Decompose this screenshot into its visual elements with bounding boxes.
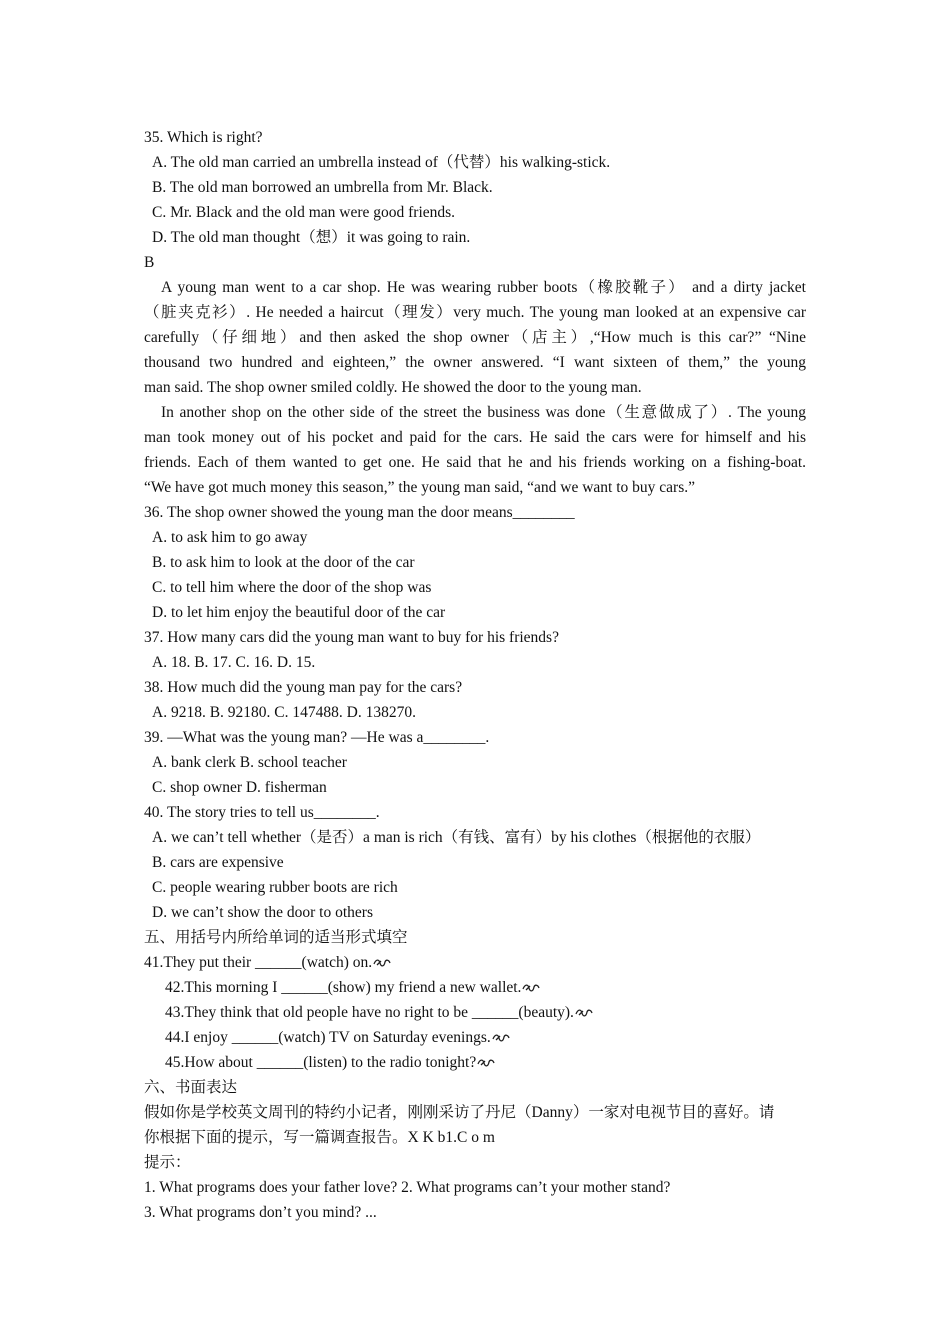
fill-blank-item [144, 1025, 806, 1050]
fill-blank-item [144, 1000, 806, 1025]
section-5-title: 五、用括号内所给单词的适当形式填空 [144, 929, 408, 946]
question-37-stem: 37. How many cars did the young man want to buy for his friends? [144, 629, 559, 646]
fill-blank-item [144, 1050, 806, 1075]
question-39-options-ab: A. bank clerk B. school teacher [152, 754, 347, 771]
question-36-option-c: C. to tell him where the door of the shop was [152, 579, 432, 596]
question-39-stem: 39. —What was the young man? —He was a________. [144, 729, 490, 746]
scribble-icon [522, 983, 540, 993]
question-36-option-d: D. to let him enjoy the beautiful door of the car [152, 604, 446, 621]
fill-blank-item [144, 950, 806, 975]
question-35-option-d: D. The old man thought（想）it was going to rain. [152, 229, 471, 246]
section-6-title: 六、书面表达 [144, 1079, 238, 1096]
passage-b-line: thousand two hundred and eighteen,” the owner answered. “I want sixteen of them,” the young [144, 354, 806, 371]
question-38-stem: 38. How much did the young man pay for the cars? [144, 679, 463, 696]
fill-blank-text: 42.This morning I ______(show) my friend a new wallet. [165, 979, 522, 996]
question-39-options-cd: C. shop owner D. fisherman [152, 779, 327, 796]
hint-line: 3. What programs don’t you mind? ... [144, 1204, 377, 1221]
document-content [144, 125, 806, 1225]
passage-b-line: “We have got much money this season,” the young man said, “and we want to buy cars.” [144, 479, 695, 496]
question-36-option-b: B. to ask him to look at the door of the car [152, 554, 415, 571]
scribble-icon [373, 958, 391, 968]
fill-blank-text: 44.I enjoy ______(watch) TV on Saturday evenings. [165, 1029, 491, 1046]
fill-blank-text: 41.They put their ______(watch) on. [144, 954, 373, 971]
fill-blank-text: 45.How about ______(listen) to the radio tonight? [165, 1054, 477, 1071]
passage-b-line: friends. Each of them wanted to get one. He said that he and his friends working on a fishing-boat. [144, 454, 806, 471]
question-37-options: A. 18. B. 17. C. 16. D. 15. [152, 654, 316, 671]
question-35-option-b: B. The old man borrowed an umbrella from Mr. Black. [152, 179, 493, 196]
scribble-icon [477, 1058, 495, 1068]
question-40-option-c: C. people wearing rubber boots are rich [152, 879, 398, 896]
question-36-stem: 36. The shop owner showed the young man the door means________ [144, 504, 575, 521]
question-40-option-b: B. cars are expensive [152, 854, 284, 871]
question-40-option-d: D. we can’t show the door to others [152, 904, 373, 921]
passage-b-label: B [144, 254, 155, 271]
scribble-icon [492, 1033, 510, 1043]
hint-line: 1. What programs does your father love? 2. What programs can’t your mother stand? [144, 1179, 671, 1196]
question-38-options: A. 9218. B. 92180. C. 147488. D. 138270. [152, 704, 416, 721]
passage-b-line: carefully（仔细地）and then asked the shop owner（店主）,“How much is this car?” “Nine [144, 329, 806, 346]
passage-b-line: （脏夹克衫）. He needed a haircut（理发）very much. The young man looked at an expensive car [144, 304, 806, 321]
question-36-option-a: A. to ask him to go away [152, 529, 308, 546]
writing-prompt-line: 你根据下面的提示，写一篇调查报告。X K b1.C o m [144, 1129, 495, 1146]
writing-prompt-line: 假如你是学校英文周刊的特约小记者，刚刚采访了丹尼（Danny）一家对电视节目的喜好。请 [144, 1104, 775, 1121]
question-40-option-a: A. we can’t tell whether（是否）a man is rich（有钱、富有）by his clothes（根据他的衣服） [152, 829, 761, 846]
question-35-option-c: C. Mr. Black and the old man were good friends. [152, 204, 456, 221]
passage-b-line: A young man went to a car shop. He was wearing rubber boots（橡胶靴子） and a dirty jacket [161, 279, 806, 296]
question-35-stem: 35. Which is right? [144, 129, 263, 146]
question-35-option-a: A. The old man carried an umbrella instead of（代替）his walking-stick. [152, 154, 611, 171]
fill-blank-text: 43.They think that old people have no right to be ______(beauty). [165, 1004, 574, 1021]
passage-b-line: man said. The shop owner smiled coldly. He showed the door to the young man. [144, 379, 642, 396]
hint-label: 提示： [144, 1154, 191, 1171]
passage-b-line: In another shop on the other side of the street the business was done（生意做成了）. The young [161, 404, 806, 421]
passage-b-line: man took money out of his pocket and paid for the cars. He said the cars were for himself and his [144, 429, 806, 446]
scribble-icon [575, 1008, 593, 1018]
fill-blank-item [144, 975, 806, 1000]
question-40-stem: 40. The story tries to tell us________. [144, 804, 380, 821]
